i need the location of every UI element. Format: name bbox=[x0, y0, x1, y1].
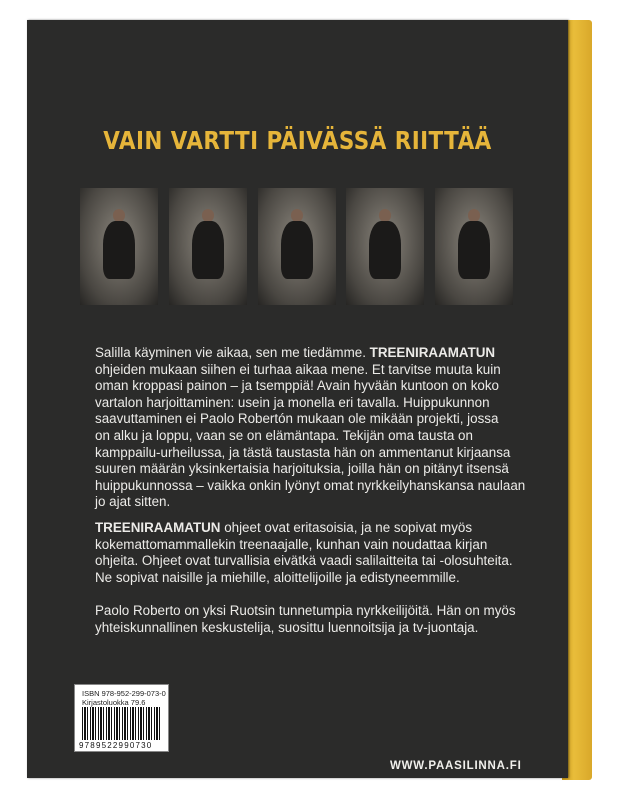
exercise-photo-1 bbox=[80, 188, 158, 305]
text-line: Salilla käyminen vie aikaa, sen me tiedämme. bbox=[95, 345, 370, 360]
description-paragraph-2 bbox=[95, 520, 513, 586]
description-paragraph-1 bbox=[95, 345, 525, 511]
author-paragraph bbox=[95, 603, 516, 636]
publisher-url: WWW.PAASILINNA.FI bbox=[390, 760, 522, 772]
text-line: kokemattomammallekin treenaajalle, kunhan vain noudattaa kirjan bbox=[95, 536, 488, 552]
text-line: suuren määrän yksinkertaisia harjoituksia, joilla hän on pitänyt itsensä bbox=[95, 461, 509, 477]
text-line: huippukunnossa – vaikka onkin lyönyt omat nyrkkeilyhanskansa naulaan bbox=[95, 477, 526, 493]
text-line: jo ajat sitten. bbox=[95, 494, 171, 510]
exercise-photo-4 bbox=[346, 188, 424, 305]
text-line: saavuttaminen ei Paolo Robertón mukaan ole mikään projekti, jossa bbox=[95, 411, 499, 427]
library-class-text: Kirjastoluokka 79.6 bbox=[82, 698, 146, 707]
text-line: yhteiskunnallinen keskustelija, suosittu luennoitsija ja tv-juontaja. bbox=[95, 619, 479, 635]
exercise-photo-5 bbox=[435, 188, 513, 305]
text-line: Ne sopivat naisille ja miehille, aloittelijoille ja edistyneemmille. bbox=[95, 569, 460, 585]
exercise-photo-2 bbox=[169, 188, 247, 305]
text-line: ohjeita. Ohjeet ovat turvallisia eivätkä vaadi salilaitteita tai -olosuhteita. bbox=[95, 553, 513, 569]
isbn-text: ISBN 978-952-299-073-0 bbox=[82, 689, 166, 698]
text-line: vartalon harjoittaminen: usein ja monella eri tavalla. Huippukunnon bbox=[95, 394, 490, 410]
text-line: Paolo Roberto on yksi Ruotsin tunnetumpia nyrkkeilijöitä. Hän on myös bbox=[95, 603, 516, 618]
isbn-barcode bbox=[74, 684, 169, 752]
text-line: on alku ja loppu, vaan se on elämäntapa. Tekijän oma tausta on bbox=[95, 427, 473, 443]
text-line: ohjeet ovat eritasoisia, ja ne sopivat myös bbox=[220, 520, 473, 535]
text-line: kamppailu-urheilussa, ja tästä taustasta hän on ammentanut kirjaansa bbox=[95, 444, 511, 460]
book-title-bold: TREENIRAAMATUN bbox=[369, 345, 496, 360]
book-title-bold: TREENIRAAMATUN bbox=[95, 520, 221, 535]
exercise-photo-3 bbox=[258, 188, 336, 305]
cover-headline: VAIN VARTTI PÄIVÄSSÄ RIITTÄÄ bbox=[103, 126, 492, 155]
barcode-number: 9789522990730 bbox=[79, 741, 153, 750]
text-line: ohjeiden mukaan siihen ei turhaa aikaa mene. Et tarvitse muuta kuin bbox=[95, 361, 501, 377]
text-line: oman kroppasi painon – ja tsemppiä! Avain hyvään kuntoon on koko bbox=[95, 378, 499, 394]
barcode-bars bbox=[82, 707, 162, 740]
back-cover bbox=[27, 20, 568, 778]
